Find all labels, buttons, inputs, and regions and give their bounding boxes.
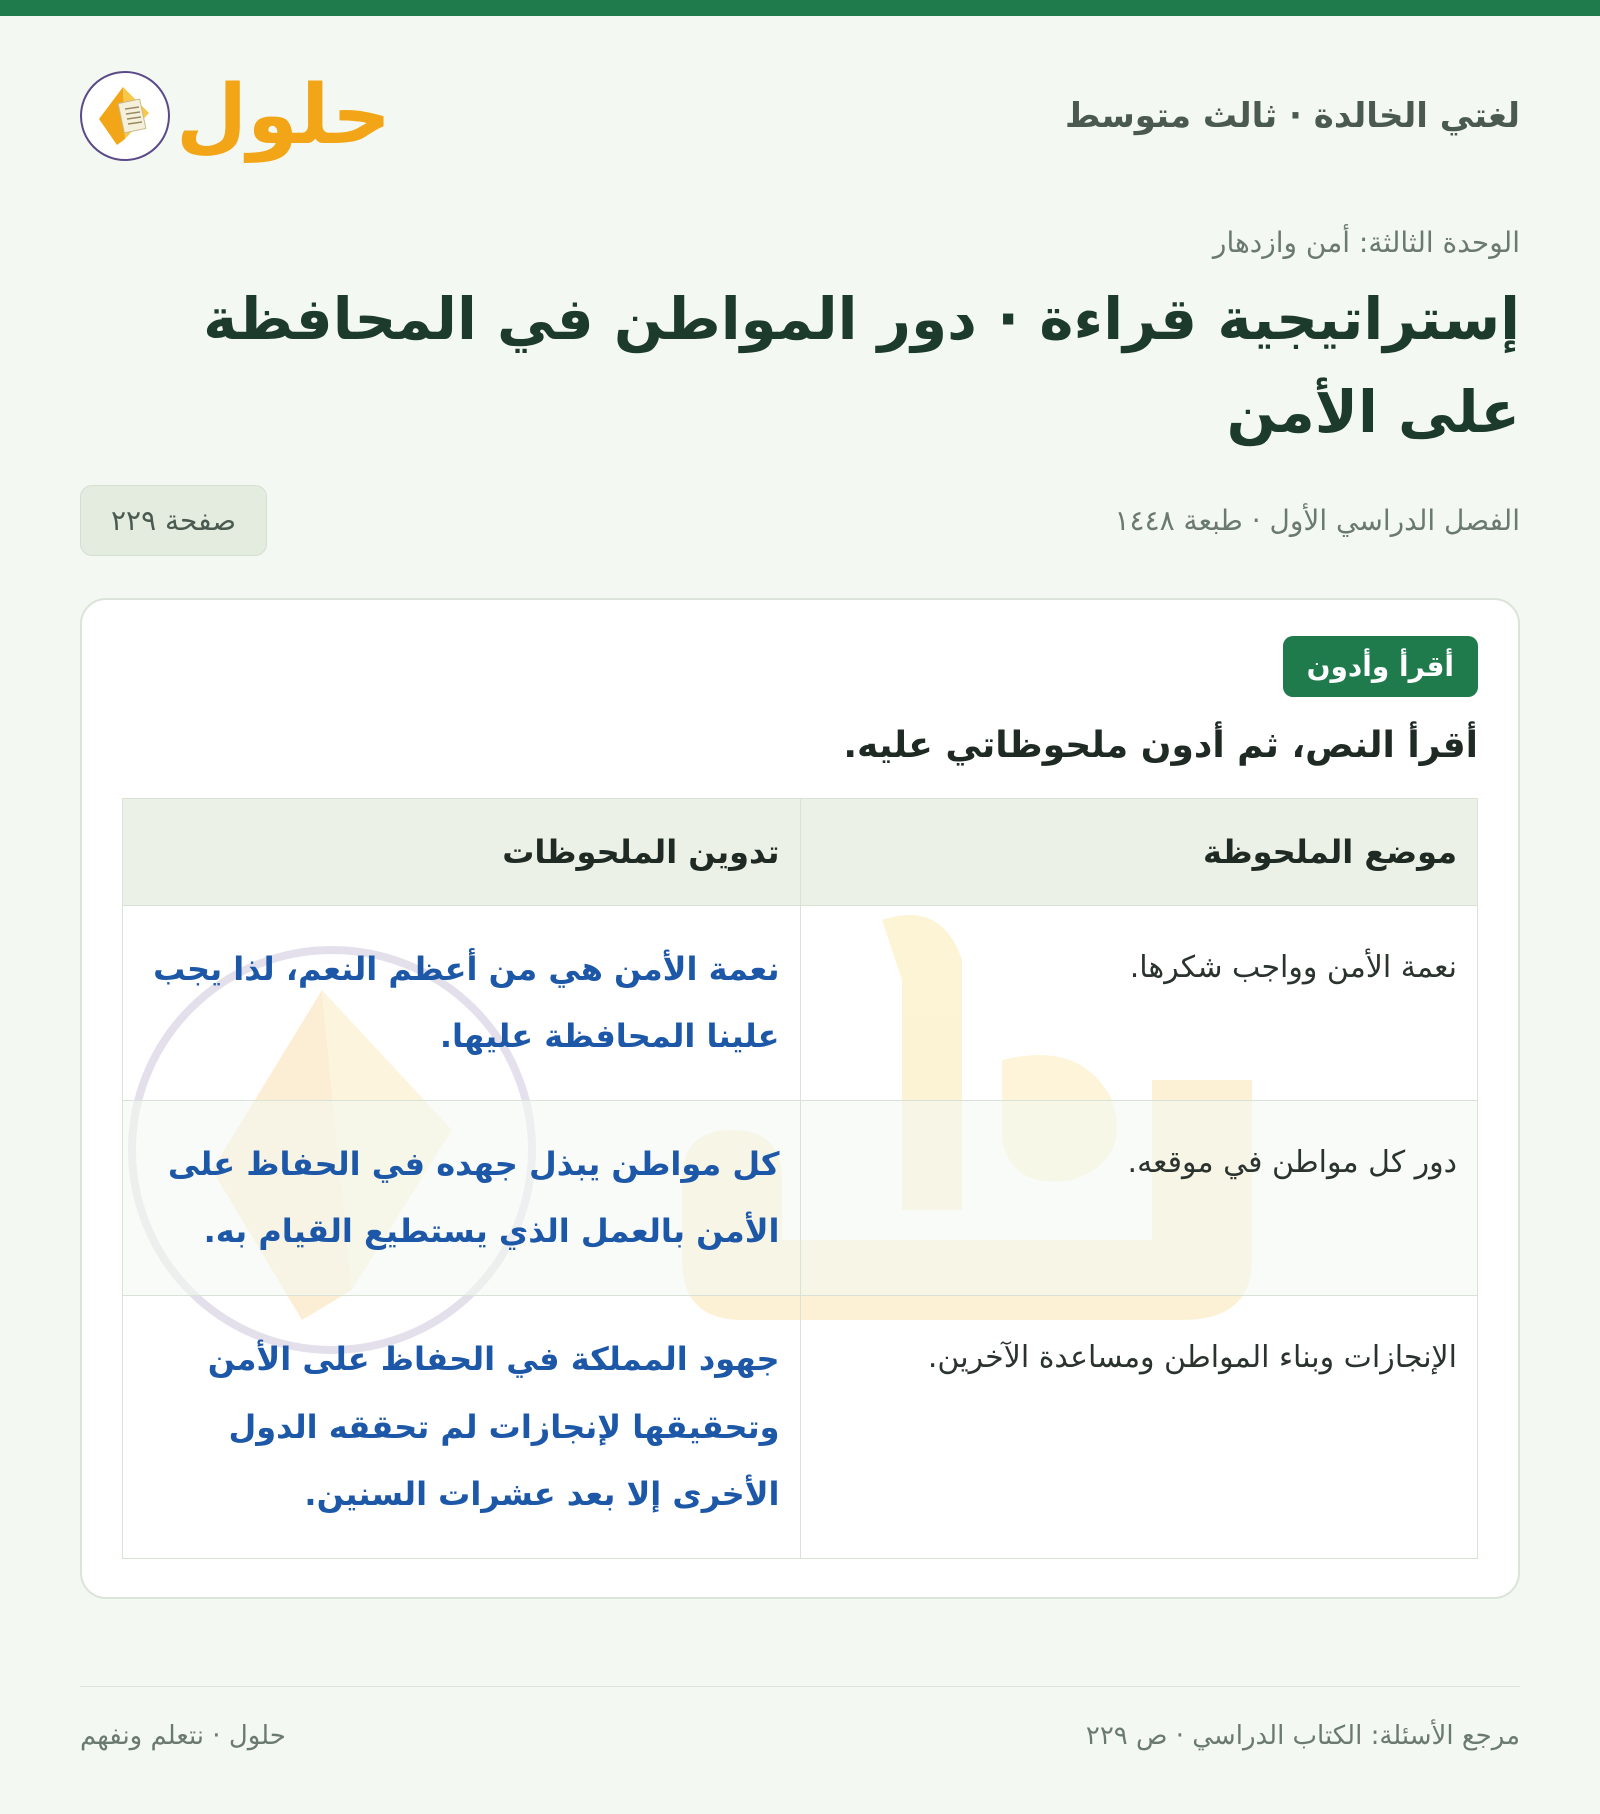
top-accent-bar: [0, 0, 1600, 16]
section-badge: أقرأ وأدون: [1283, 636, 1478, 697]
page-title: إستراتيجية قراءة · دور المواطن في المحافظة على الأمن: [203, 285, 1520, 446]
notes-table: [122, 798, 1478, 1559]
header: [80, 16, 1520, 216]
logo-wordmark: حلول: [176, 68, 392, 163]
book-title: لغتي الخالدة · ثالث متوسط: [1064, 96, 1520, 136]
table-row: [123, 1296, 1478, 1559]
column-header-notes: تدوين الملحوظات: [123, 798, 801, 905]
note-answer-cell: جهود المملكة في الحفاظ على الأمن وتحقيقها لإنجازات لم تحققه الدول الأخرى إلا بعد عشرات السنين.: [123, 1296, 801, 1559]
footer-tagline[interactable]: حلول · نتعلم ونفهم: [80, 1721, 286, 1751]
note-answer-cell: نعمة الأمن هي من أعظم النعم، لذا يجب علينا المحافظة عليها.: [123, 905, 801, 1100]
exercise-card: [80, 598, 1520, 1599]
book-logo-icon: [80, 71, 170, 161]
column-header-place: موضع الملحوظة: [800, 798, 1478, 905]
note-place-cell: نعمة الأمن وواجب شكرها.: [800, 905, 1478, 1100]
table-header-row: [123, 798, 1478, 905]
table-row: [123, 1100, 1478, 1295]
meta-row: [80, 485, 1520, 556]
site-logo[interactable]: [80, 68, 392, 163]
semester-edition: الفصل الدراسي الأول · طبعة ١٤٤٨: [1114, 503, 1520, 537]
instruction-text: أقرأ النص، ثم أدون ملحوظاتي عليه.: [843, 724, 1478, 766]
note-place-cell: دور كل مواطن في موقعه.: [800, 1100, 1478, 1295]
footer: [80, 1686, 1520, 1751]
note-place-cell: الإنجازات وبناء المواطن ومساعدة الآخرين.: [800, 1296, 1478, 1559]
table-row: [123, 905, 1478, 1100]
footer-source: مرجع الأسئلة: الكتاب الدراسي · ص ٢٢٩: [1085, 1721, 1520, 1751]
unit-label: الوحدة الثالثة: أمن وازدهار: [1212, 226, 1520, 259]
note-answer-cell: كل مواطن يبذل جهده في الحفاظ على الأمن بالعمل الذي يستطيع القيام به.: [123, 1100, 801, 1295]
page-number-badge: صفحة ٢٢٩: [80, 485, 267, 556]
page: [80, 16, 1520, 1599]
